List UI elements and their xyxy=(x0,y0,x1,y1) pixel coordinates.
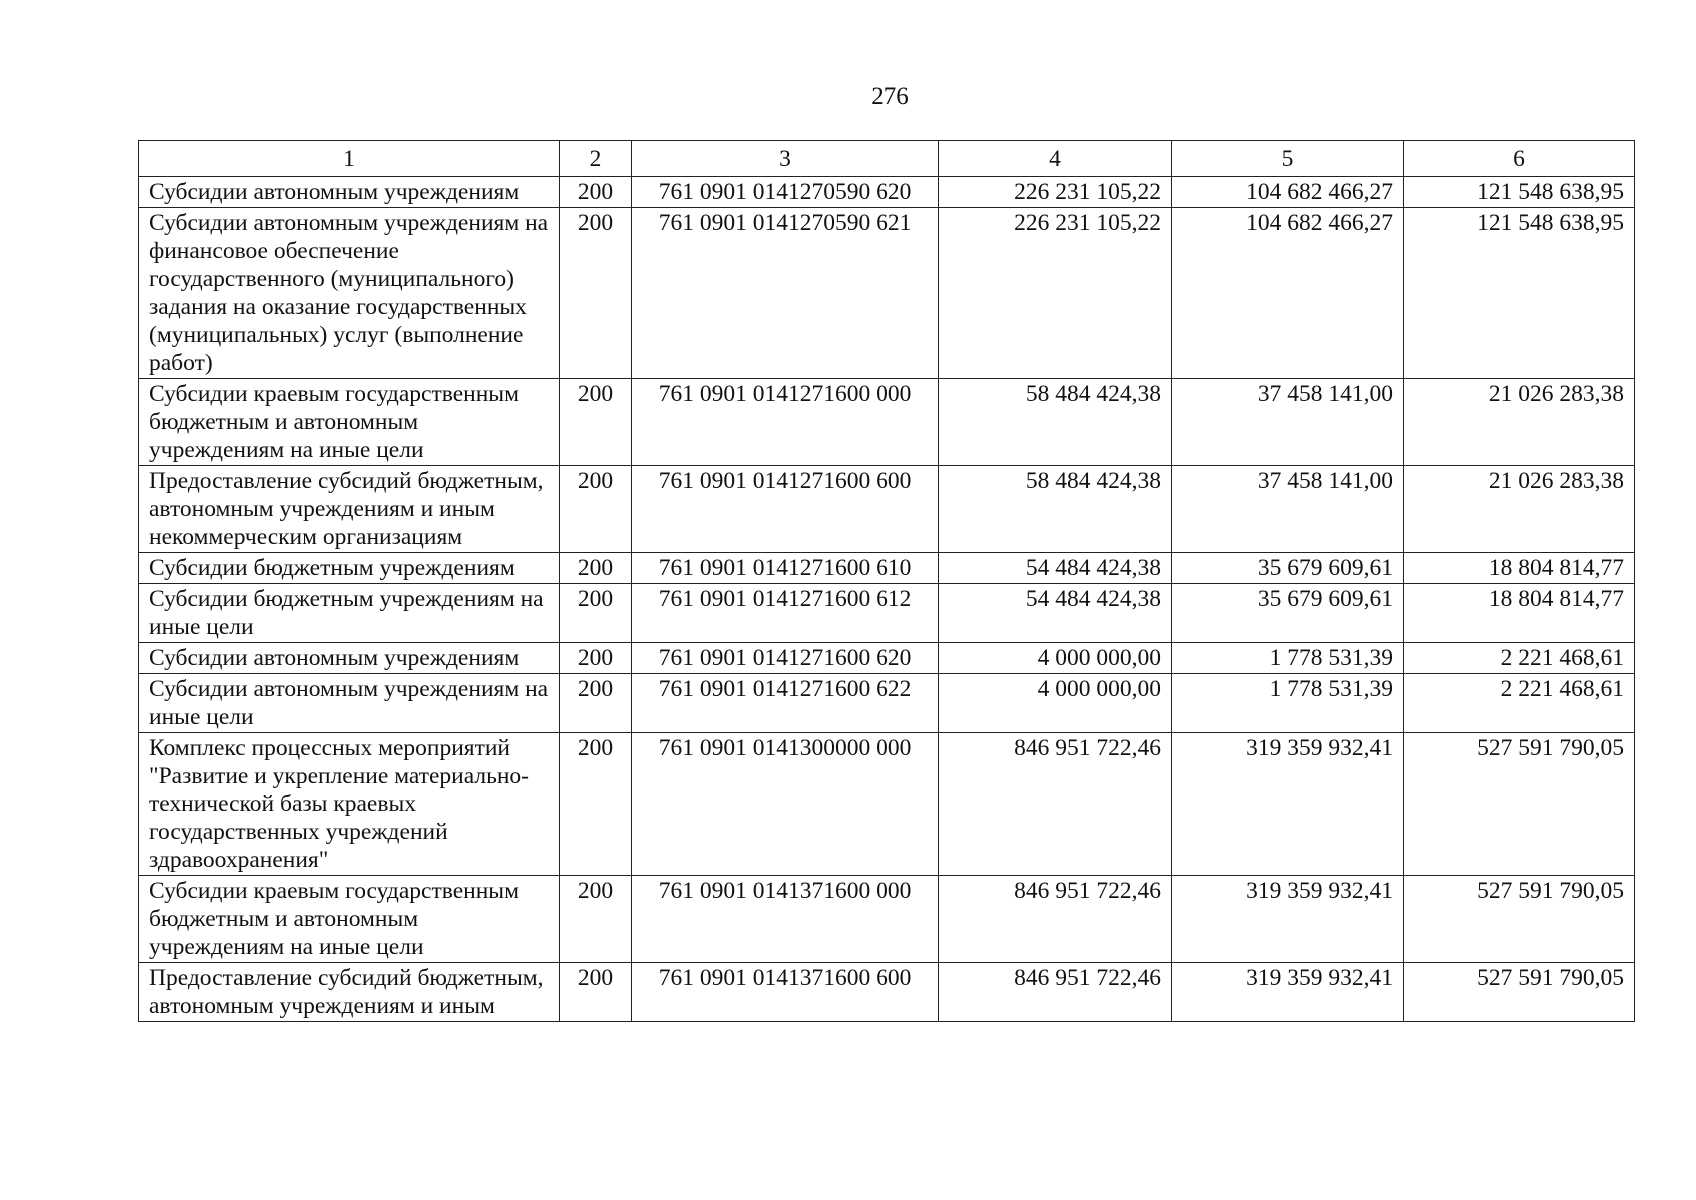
group-code: 200 xyxy=(560,379,632,466)
budget-code: 761 0901 0141300000 000 xyxy=(632,733,939,876)
amount-col5: 319 359 932,41 xyxy=(1172,963,1404,1022)
amount-col6: 527 591 790,05 xyxy=(1404,876,1635,963)
table-header-row xyxy=(139,141,1635,177)
item-name: Предоставление субсидий бюджетным, автономным учреждениям и иным некоммерческим организациям xyxy=(139,466,560,553)
item-name: Субсидии краевым государственным бюджетным и автономным учреждениям на иные цели xyxy=(139,876,560,963)
amount-col6: 21 026 283,38 xyxy=(1404,466,1635,553)
amount-col5: 104 682 466,27 xyxy=(1172,177,1404,208)
budget-code: 761 0901 0141270590 620 xyxy=(632,177,939,208)
budget-code: 761 0901 0141271600 610 xyxy=(632,553,939,584)
item-name: Субсидии автономным учреждениям xyxy=(139,177,560,208)
group-code: 200 xyxy=(560,208,632,379)
budget-code: 761 0901 0141271600 600 xyxy=(632,466,939,553)
amount-col4: 846 951 722,46 xyxy=(939,876,1172,963)
item-name: Субсидии бюджетным учреждениям на иные цели xyxy=(139,584,560,643)
column-header: 6 xyxy=(1404,141,1635,177)
amount-col4: 58 484 424,38 xyxy=(939,466,1172,553)
group-code: 200 xyxy=(560,466,632,553)
group-code: 200 xyxy=(560,963,632,1022)
table-row xyxy=(139,466,1635,553)
group-code: 200 xyxy=(560,733,632,876)
item-name: Комплекс процессных мероприятий "Развитие и укрепление материально-технической базы краевых государственных учреждений здравоохранения" xyxy=(139,733,560,876)
budget-code: 761 0901 0141271600 612 xyxy=(632,584,939,643)
group-code: 200 xyxy=(560,643,632,674)
column-header: 5 xyxy=(1172,141,1404,177)
group-code: 200 xyxy=(560,876,632,963)
group-code: 200 xyxy=(560,177,632,208)
item-name: Субсидии автономным учреждениям xyxy=(139,643,560,674)
amount-col6: 527 591 790,05 xyxy=(1404,733,1635,876)
budget-code: 761 0901 0141271600 000 xyxy=(632,379,939,466)
amount-col5: 1 778 531,39 xyxy=(1172,674,1404,733)
item-name: Субсидии автономным учреждениям на иные цели xyxy=(139,674,560,733)
group-code: 200 xyxy=(560,674,632,733)
column-header: 2 xyxy=(560,141,632,177)
budget-code: 761 0901 0141371600 000 xyxy=(632,876,939,963)
amount-col5: 1 778 531,39 xyxy=(1172,643,1404,674)
table-row xyxy=(139,674,1635,733)
budget-code: 761 0901 0141271600 620 xyxy=(632,643,939,674)
amount-col4: 4 000 000,00 xyxy=(939,643,1172,674)
amount-col4: 4 000 000,00 xyxy=(939,674,1172,733)
amount-col4: 54 484 424,38 xyxy=(939,584,1172,643)
amount-col4: 226 231 105,22 xyxy=(939,208,1172,379)
table-row xyxy=(139,584,1635,643)
table-row xyxy=(139,733,1635,876)
budget-table xyxy=(138,140,1635,1022)
amount-col4: 54 484 424,38 xyxy=(939,553,1172,584)
amount-col5: 37 458 141,00 xyxy=(1172,379,1404,466)
amount-col6: 121 548 638,95 xyxy=(1404,208,1635,379)
table-row xyxy=(139,553,1635,584)
page-number: 276 xyxy=(871,83,909,110)
amount-col6: 2 221 468,61 xyxy=(1404,643,1635,674)
column-header: 3 xyxy=(632,141,939,177)
amount-col6: 2 221 468,61 xyxy=(1404,674,1635,733)
table-row xyxy=(139,177,1635,208)
amount-col5: 35 679 609,61 xyxy=(1172,584,1404,643)
item-name: Субсидии бюджетным учреждениям xyxy=(139,553,560,584)
item-name: Предоставление субсидий бюджетным, автономным учреждениям и иным xyxy=(139,963,560,1022)
column-header: 4 xyxy=(939,141,1172,177)
amount-col6: 21 026 283,38 xyxy=(1404,379,1635,466)
budget-code: 761 0901 0141271600 622 xyxy=(632,674,939,733)
amount-col5: 319 359 932,41 xyxy=(1172,876,1404,963)
amount-col5: 319 359 932,41 xyxy=(1172,733,1404,876)
amount-col6: 18 804 814,77 xyxy=(1404,553,1635,584)
item-name: Субсидии автономным учреждениям на финансовое обеспечение государственного (муниципального) задания на оказание государственных (муниципальных) услуг (выполнение работ) xyxy=(139,208,560,379)
table-row xyxy=(139,963,1635,1022)
amount-col4: 226 231 105,22 xyxy=(939,177,1172,208)
table-row xyxy=(139,643,1635,674)
table-row xyxy=(139,208,1635,379)
amount-col4: 58 484 424,38 xyxy=(939,379,1172,466)
column-header: 1 xyxy=(139,141,560,177)
amount-col5: 35 679 609,61 xyxy=(1172,553,1404,584)
amount-col6: 121 548 638,95 xyxy=(1404,177,1635,208)
amount-col5: 37 458 141,00 xyxy=(1172,466,1404,553)
budget-code: 761 0901 0141270590 621 xyxy=(632,208,939,379)
table-row xyxy=(139,876,1635,963)
group-code: 200 xyxy=(560,553,632,584)
amount-col6: 527 591 790,05 xyxy=(1404,963,1635,1022)
item-name: Субсидии краевым государственным бюджетным и автономным учреждениям на иные цели xyxy=(139,379,560,466)
table-row xyxy=(139,379,1635,466)
amount-col4: 846 951 722,46 xyxy=(939,733,1172,876)
amount-col4: 846 951 722,46 xyxy=(939,963,1172,1022)
budget-code: 761 0901 0141371600 600 xyxy=(632,963,939,1022)
amount-col5: 104 682 466,27 xyxy=(1172,208,1404,379)
amount-col6: 18 804 814,77 xyxy=(1404,584,1635,643)
group-code: 200 xyxy=(560,584,632,643)
